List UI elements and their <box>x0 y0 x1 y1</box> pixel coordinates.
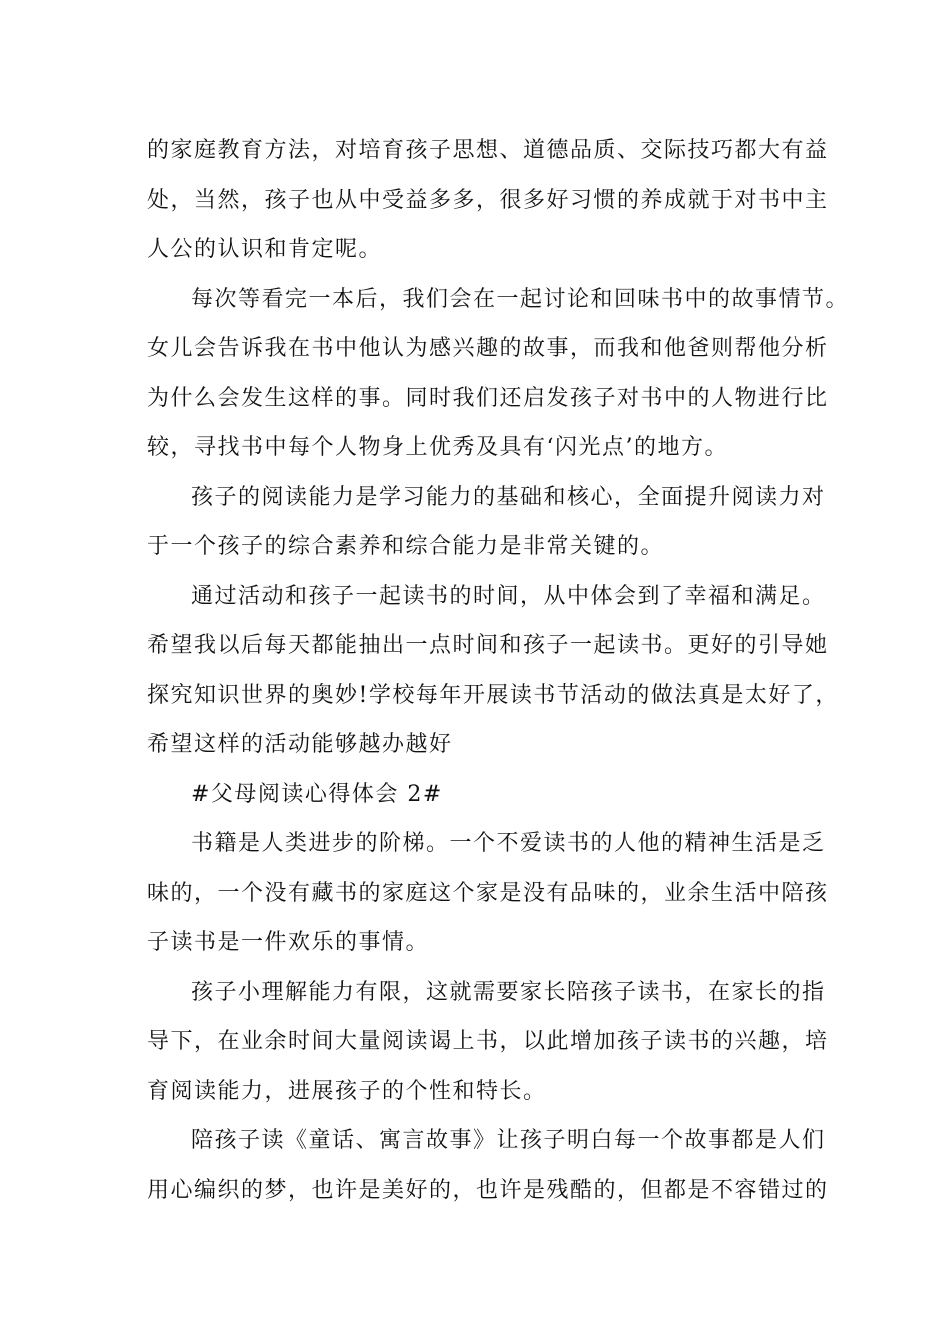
text-line: 为什么会发生这样的事。同时我们还启发孩子对书中的人物进行比 <box>147 385 829 411</box>
text-line: 子读书是一件欢乐的事情。 <box>147 930 430 955</box>
paragraph-6 <box>147 968 829 1117</box>
text-line: 希望这样的活动能够越办越好 <box>147 732 453 757</box>
text-line: 较，寻找书中每个人物身上优秀及具有‘闪光点’的地方。 <box>147 435 728 460</box>
text-line: 每次等看完一本后，我们会在一起讨论和回味书中的故事情节。 <box>191 286 850 312</box>
text-line: 女儿会告诉我在书中他认为感兴趣的故事，而我和他爸则帮他分析 <box>147 336 829 361</box>
paragraph-1 <box>147 126 829 275</box>
heading-text: #父母阅读心得体会 2# <box>191 781 443 807</box>
document-body <box>147 126 850 1215</box>
text-line: 书籍是人类进步的阶梯。一个不爱读书的人他的精神生活是乏 <box>191 831 826 856</box>
section-heading <box>147 770 807 820</box>
text-line: 用心编织的梦，也许是美好的，也许是残酷的，但都是不容错过的 <box>147 1177 829 1203</box>
paragraph-7 <box>147 1116 829 1215</box>
text-line: 探究知识世界的奥妙!学校每年开展读书节活动的做法真是太好了， <box>147 682 839 708</box>
paragraph-2 <box>147 275 850 473</box>
text-line: 味的，一个没有藏书的家庭这个家是没有品味的，业余生活中陪孩 <box>147 880 829 906</box>
text-line: 于一个孩子的综合素养和综合能力是非常关键的。 <box>147 534 665 559</box>
paragraph-3 <box>147 473 826 572</box>
paragraph-4 <box>147 572 839 770</box>
text-line: 通过活动和孩子一起读书的时间，从中体会到了幸福和满足。 <box>191 583 826 609</box>
text-line: 孩子小理解能力有限，这就需要家长陪孩子读书，在家长的指 <box>191 979 826 1005</box>
text-line: 的家庭教育方法，对培育孩子思想、道德品质、交际技巧都大有益 <box>147 138 829 163</box>
text-line: 人公的认识和肯定呢。 <box>147 237 383 262</box>
text-line: 陪孩子读《童话、寓言故事》让孩子明白每一个故事都是人们 <box>191 1128 826 1153</box>
text-line: 育阅读能力，进展孩子的个性和特长。 <box>147 1078 547 1104</box>
text-line: 处，当然，孩子也从中受益多多，很多好习惯的养成就于对书中主 <box>147 187 829 213</box>
text-line: 导下，在业余时间大量阅读谒上书，以此增加孩子读书的兴趣，培 <box>147 1029 829 1054</box>
text-line: 希望我以后每天都能抽出一点时间和孩子一起读书。更好的引导她 <box>147 633 829 658</box>
paragraph-5 <box>147 819 829 968</box>
text-line: 孩子的阅读能力是学习能力的基础和核心，全面提升阅读力对 <box>191 484 826 510</box>
